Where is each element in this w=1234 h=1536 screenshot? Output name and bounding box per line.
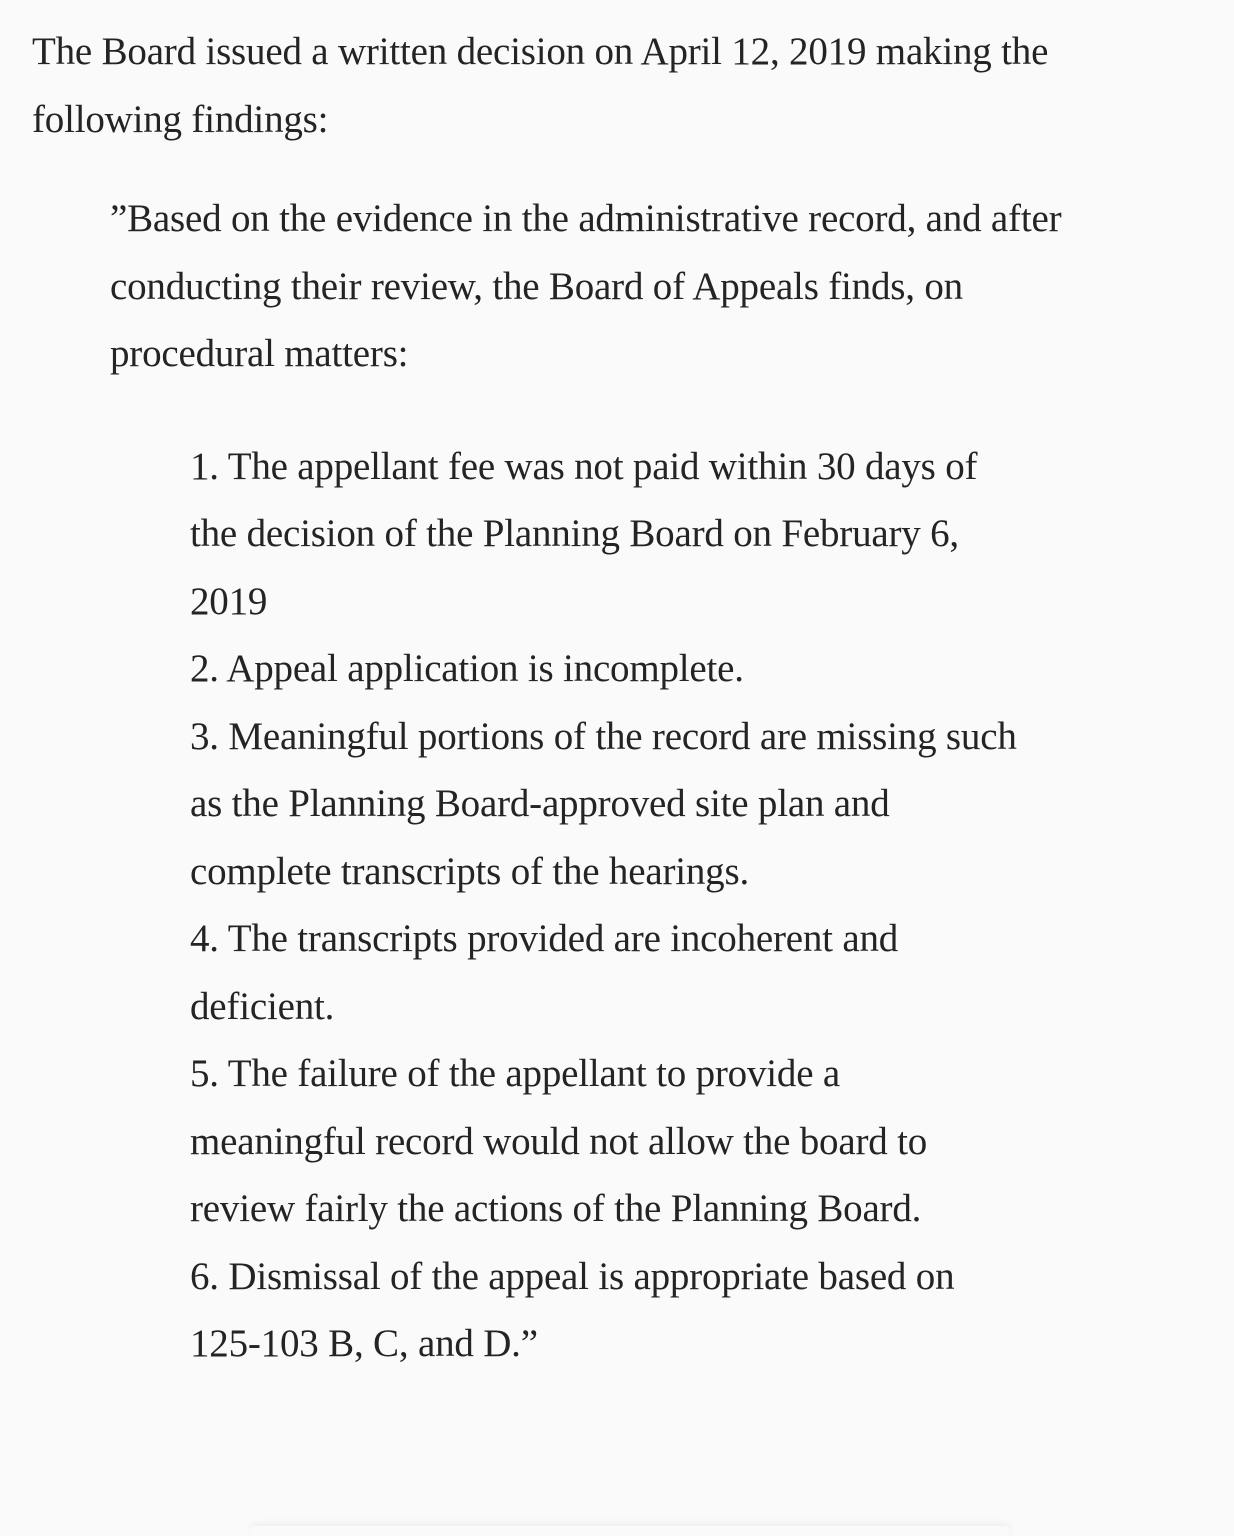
findings-list	[110, 433, 1212, 1378]
floating-bar-shadow	[250, 1526, 1010, 1536]
quote-lead-paragraph: ”Based on the evidence in the administrative record, and after conducting their review, the Board of Appeals finds, on procedural matters:	[110, 197, 1062, 375]
finding-item: 1. The appellant fee was not paid within 30 days of the decision of the Planning Board on February 6, 2019	[190, 444, 978, 623]
board-decision-quote	[32, 185, 1212, 1378]
intro-paragraph: The Board issued a written decision on April 12, 2019 making the following findings:	[32, 30, 1049, 141]
finding-item: 2. Appeal application is incomplete.	[190, 647, 744, 690]
finding-item: 6. Dismissal of the appeal is appropriate based on 125-103 B, C, and D.”	[190, 1254, 955, 1365]
finding-item: 3. Meaningful portions of the record are missing such as the Planning Board-approved site plan and complete transcripts of the hearings.	[190, 714, 1017, 893]
finding-item: 5. The failure of the appellant to provide a meaningful record would not allow the board to review fairly the actions of the Planning Board.	[190, 1052, 928, 1230]
article-body	[32, 18, 1212, 1378]
finding-item: 4. The transcripts provided are incoherent and deficient.	[190, 917, 899, 1028]
